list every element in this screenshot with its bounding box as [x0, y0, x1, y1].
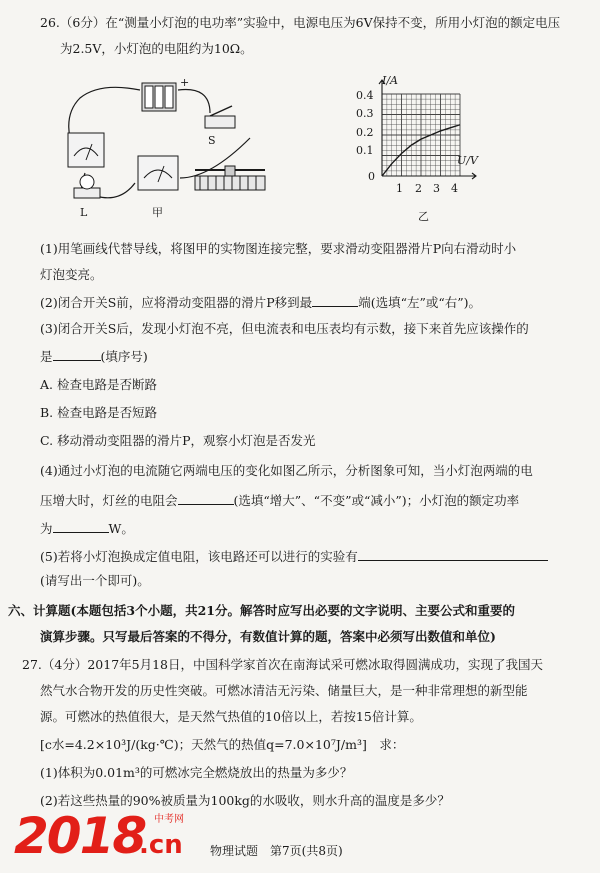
- wire-lamp-voltmeter: [96, 183, 135, 198]
- answer-blank-power[interactable]: [53, 518, 109, 533]
- q26-part4-text-a: 压增大时，灯丝的电阻会: [40, 493, 178, 508]
- page-footer: 物理试题 第7页(共8页): [210, 844, 343, 858]
- q26-part2-text-a: (2)闭合开关S前，应将滑动变阻器的滑片P移到最: [40, 295, 313, 310]
- answer-blank-experiment[interactable]: [358, 546, 548, 561]
- q26-part4-text-b: (选填“增大”、“不变”或“减小”)；小灯泡的额定功率: [233, 493, 520, 508]
- q26-part1-line1: (1)用笔画线代替导线，将图甲的实物图连接完整，要求滑动变阻器滑片P向右滑动时小: [40, 241, 517, 256]
- wire-battery-switch: [178, 89, 210, 113]
- logo-subtitle: 中考网: [154, 814, 184, 825]
- y-tick-0.1: 0.1: [356, 144, 374, 157]
- q27-line2: 然气水合物开发的历史性突破。可燃冰清洁无污染、储量巨大，是一种非常理想的新型能: [40, 683, 528, 698]
- figure-jia-caption: 甲: [152, 206, 163, 219]
- option-b: B. 检查电路是否短路: [40, 405, 158, 420]
- section6-heading-line1: 六、计算题(本题包括3个小题，共21分。解答时应写出必要的文字说明、主要公式和重要的: [8, 603, 516, 618]
- q27-sub1: (1)体积为0.01m³的可燃冰完全燃烧放出的热量为多少？: [40, 765, 353, 780]
- q26-part4-text-d: W。: [108, 521, 134, 536]
- graph-grid: [382, 94, 460, 176]
- logo-domain: .cn: [139, 830, 183, 860]
- rheostat: [195, 166, 265, 190]
- x-tick-3: 3: [433, 182, 440, 195]
- x-tick-4: 4: [451, 182, 458, 195]
- section6-heading-line2: 演算步骤。只写最后答案的不得分，有数值计算的题，答案中必须写出数值和单位): [40, 629, 496, 644]
- figure-yi-caption: 乙: [418, 210, 429, 223]
- answer-blank-resistance[interactable]: [178, 490, 234, 505]
- x-tick-2: 2: [415, 182, 422, 195]
- y-tick-0.3: 0.3: [356, 107, 374, 120]
- q26-part2-text-b: 端(选填“左”或“右”)。: [358, 295, 482, 310]
- y-tick-0.4: 0.4: [356, 89, 374, 102]
- q27-constants: [c水=4.2×10³J/(kg·℃)；天然气的热值q=7.0×10⁷J/m³] 求：: [40, 737, 405, 752]
- battery-pack: [142, 83, 176, 111]
- q26-part2: [40, 292, 481, 312]
- q26-part5-line1: [40, 546, 548, 566]
- x-axis: [382, 173, 476, 179]
- q26-intro-line2: 为2.5V，小灯泡的电阻约为10Ω。: [60, 41, 253, 56]
- q26-part1-line2: 灯泡变亮。: [40, 267, 103, 282]
- answer-blank-end[interactable]: [312, 292, 358, 307]
- q26-part4-text-c: 为: [40, 521, 53, 536]
- q27-line1: 27.（4分）2017年5月18日，中国科学家首次在南海试采可燃冰取得圆满成功，实现了我国天: [22, 657, 544, 672]
- answer-blank-step[interactable]: [53, 346, 101, 361]
- q26-part5-line2: (请写出一个即可)。: [40, 573, 150, 588]
- iu-graph: [352, 70, 482, 230]
- q27-line3: 源。可燃冰的热值很大，是天然气热值的10倍以上，若按15倍计算。: [40, 709, 422, 724]
- q26-part3-line1: (3)闭合开关S后，发现小灯泡不亮，但电流表和电压表均有示数，接下来首先应该操作的: [40, 321, 529, 336]
- switch-label: S: [208, 134, 216, 147]
- q26-intro-line1: 26.（6分）在“测量小灯泡的电功率”实验中，电源电压为6V保持不变，所用小灯泡的额定电压: [40, 15, 561, 30]
- wire-battery-left: [69, 87, 140, 138]
- q26-part4-line3: [40, 518, 134, 538]
- battery-plus-sign: +: [180, 78, 190, 89]
- graph-origin: 0: [368, 170, 375, 183]
- y-axis-label: I/A: [382, 74, 398, 87]
- q26-part3-text-a: 是: [40, 349, 53, 364]
- lamp-label: L: [80, 206, 88, 219]
- x-axis-label: U/V: [457, 154, 478, 167]
- option-c: C. 移动滑动变阻器的滑片P，观察小灯泡是否发光: [40, 433, 316, 448]
- circuit-figure: [60, 78, 310, 228]
- voltmeter: [138, 156, 178, 190]
- lamp: [74, 175, 100, 198]
- option-a: A. 检查电路是否断路: [40, 377, 157, 392]
- q26-part4-line1: (4)通过小灯泡的电流随它两端电压的变化如图乙所示，分析图象可知，当小灯泡两端的电: [40, 463, 533, 478]
- q26-part3-text-b: (填序号): [100, 349, 148, 364]
- q27-sub2: (2)若这些热量的90%被质量为100kg的水吸收，则水升高的温度是多少？: [40, 793, 450, 808]
- logo-year: 2018: [14, 807, 146, 865]
- site-logo: [14, 808, 184, 868]
- q26-part4-line2: [40, 490, 519, 510]
- y-tick-0.2: 0.2: [356, 126, 374, 139]
- ammeter: [68, 133, 104, 167]
- q26-part5-text-a: (5)若将小灯泡换成定值电阻，该电路还可以进行的实验有: [40, 549, 358, 564]
- q26-part3-line2: [40, 346, 148, 366]
- x-tick-1: 1: [396, 182, 403, 195]
